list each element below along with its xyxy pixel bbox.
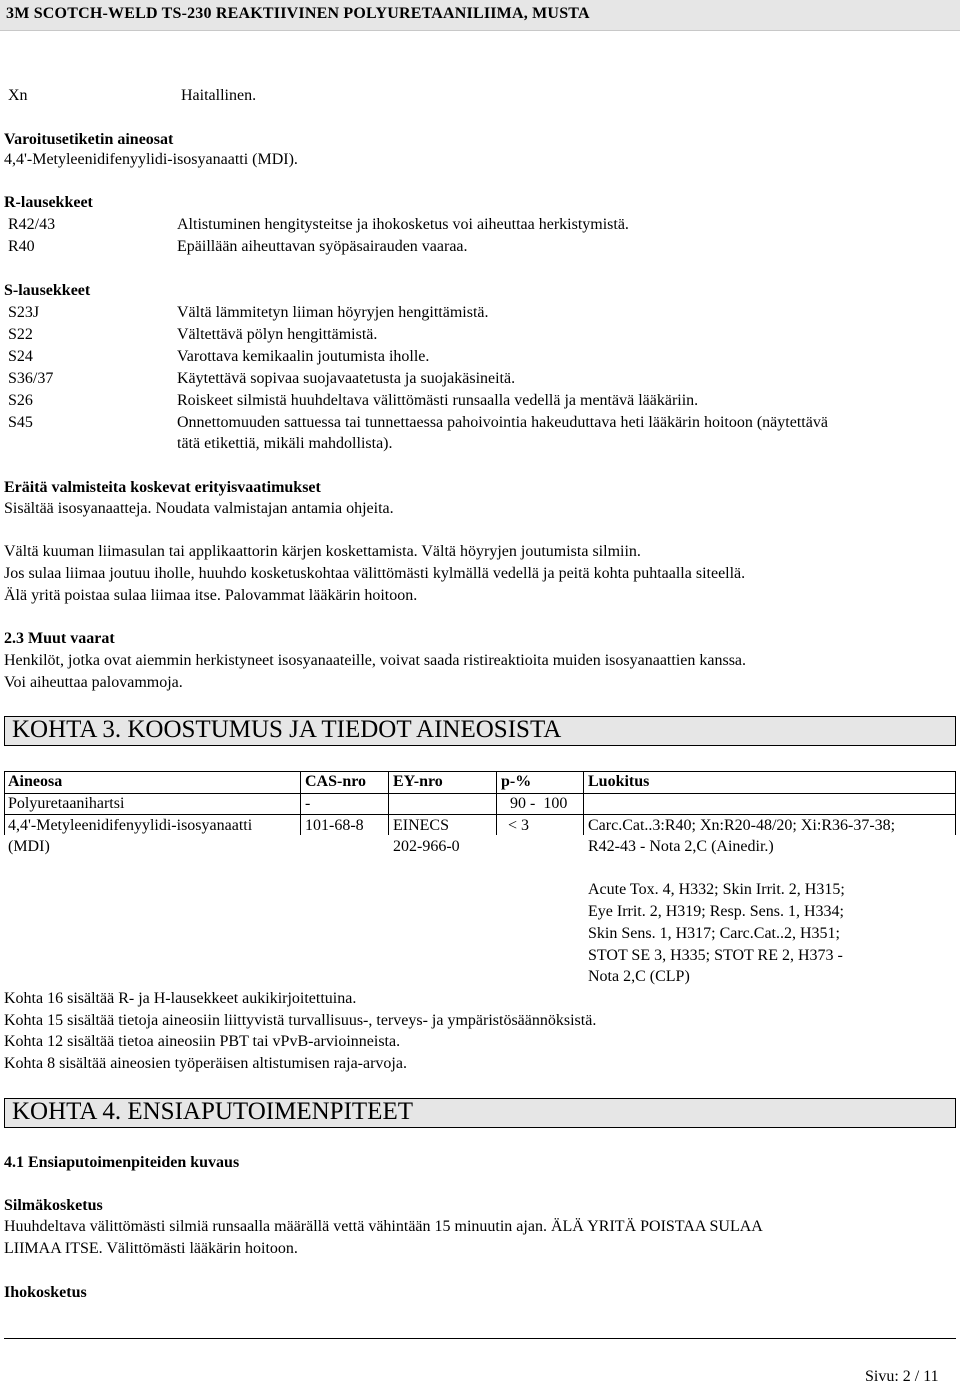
table-column-rule (955, 771, 956, 835)
s-phrase-text: Vältä lämmitetyn liiman höyryjen hengittämistä. (177, 304, 489, 321)
table-cell: Carc.Cat..3:R40; Xn:R20-48/20; Xi:R36-37-38; (588, 817, 896, 834)
table-cell: - (305, 795, 311, 812)
eye-contact-text: Huuhdeltava välittömästi silmiä runsaalla määrällä vettä vähintään 15 minuutin ajan. ÄLÄ YRITÄ POISTAA SULAA (4, 1218, 763, 1235)
r-phrase-code: R42/43 (8, 216, 56, 233)
special-line: Älä yritä poistaa sulaa liimaa itse. Palovammat lääkärin hoitoon. (4, 587, 418, 604)
table-header-cell: CAS-nro (305, 773, 367, 790)
label-components-text: 4,4'-Metyleenidifenyylidi-isosyanaatti (MDI). (4, 151, 298, 168)
table-column-rule (496, 771, 497, 835)
label-components-heading: Varoitusetiketin aineosat (4, 131, 174, 148)
table-header-cell: p-% (501, 773, 532, 790)
section-3-note: Kohta 12 sisältää tietoa aineosiin PBT tai vPvB-arvioinneista. (4, 1033, 401, 1050)
table-cell: 202-966-0 (393, 838, 460, 855)
table-row-rule (4, 814, 956, 815)
table-column-rule (583, 771, 584, 835)
table-cell: 101-68-8 (305, 817, 364, 834)
s-phrase-code: S45 (8, 414, 33, 431)
s-phrase-code: S24 (8, 348, 33, 365)
eye-contact-text: LIIMAA ITSE. Välittömästi lääkärin hoitoon. (4, 1240, 298, 1257)
hazard-symbol: Xn (8, 87, 28, 104)
table-cell: Polyuretaanihartsi (8, 795, 125, 812)
table-cell: (MDI) (8, 838, 50, 855)
other-hazards-line: Henkilöt, jotka ovat aiemmin herkistyneet isosyanaateille, voivat saada ristireaktioita muiden isosyanaattien kanssa. (4, 652, 747, 669)
table-column-rule (300, 771, 301, 835)
s-phrase-code: S26 (8, 392, 33, 409)
s-phrase-text: Vältettävä pölyn hengittämistä. (177, 326, 378, 343)
other-hazards-heading: 2.3 Muut vaarat (4, 630, 115, 647)
table-cell: Nota 2,C (CLP) (588, 968, 690, 985)
table-cell: 4,4'-Metyleenidifenyylidi-isosyanaatti (8, 817, 253, 834)
s-phrase-text: Varottava kemikaalin joutumista iholle. (177, 348, 430, 365)
table-column-rule (388, 771, 389, 835)
special-line: Sisältää isosyanaatteja. Noudata valmistajan antamia ohjeita. (4, 500, 394, 517)
r-phrase-text: Altistuminen hengitysteitse ja ihokosketus voi aiheuttaa herkistymistä. (177, 216, 629, 233)
r-phrase-text: Epäillään aiheuttavan syöpäsairauden vaaraa. (177, 238, 468, 255)
section-3-note: Kohta 8 sisältää aineosien työperäisen altistumisen raja-arvoja. (4, 1055, 407, 1072)
s-phrase-text: Käytettävä sopivaa suojavaatetusta ja suojakäsineitä. (177, 370, 516, 387)
table-cell: EINECS (393, 817, 449, 834)
section-3-note: Kohta 16 sisältää R- ja H-lausekkeet aukikirjoitettuina. (4, 990, 357, 1007)
table-cell: Skin Sens. 1, H317; Carc.Cat..2, H351; (588, 925, 840, 942)
table-header-cell: Luokitus (588, 773, 650, 790)
page-number: Sivu: 2 / 11 (865, 1368, 939, 1385)
table-cell: 90 - 100 (510, 795, 568, 812)
hazard-text: Haitallinen. (181, 87, 257, 104)
r-phrase-code: R40 (8, 238, 35, 255)
s-phrase-text: Roiskeet silmistä huuhdeltava välittömästi runsaalla vedellä ja mentävä lääkäriin. (177, 392, 699, 409)
special-line: Jos sulaa liimaa joutuu iholle, huuhdo kosketuskohtaa välittömästi kylmällä vedellä ja peitä kohta puhtaalla siteellä. (4, 565, 746, 582)
skin-contact-heading: Ihokosketus (4, 1284, 87, 1301)
eye-contact-heading: Silmäkosketus (4, 1197, 103, 1214)
s-phrase-text: Onnettomuuden sattuessa tai tunnettaessa pahoivointia hakeuduttava heti lääkärin hoitoon (näytettävä (177, 414, 828, 431)
s-phrases-heading: S-lausekkeet (4, 282, 91, 299)
s-phrase-code: S36/37 (8, 370, 54, 387)
section-3-title: KOHTA 3. KOOSTUMUS JA TIEDOT AINEOSISTA (12, 716, 562, 743)
r-phrases-heading: R-lausekkeet (4, 194, 93, 211)
table-cell: Eye Irrit. 2, H319; Resp. Sens. 1, H334; (588, 903, 844, 920)
section-3-note: Kohta 15 sisältää tietoja aineosiin liittyvistä turvallisuus-, terveys- ja ympäristösäännöksistä. (4, 1012, 597, 1029)
section-4-title: KOHTA 4. ENSIAPUTOIMENPITEET (12, 1098, 413, 1125)
special-line: Vältä kuuman liimasulan tai applikaattorin kärjen koskettamista. Vältä höyryjen joutumista silmiin. (4, 543, 641, 560)
section-4-subheading: 4.1 Ensiaputoimenpiteiden kuvaus (4, 1154, 240, 1171)
table-header-cell: Aineosa (8, 773, 63, 790)
table-top-rule (4, 771, 956, 772)
table-cell: STOT SE 3, H335; STOT RE 2, H373 - (588, 947, 843, 964)
special-requirements-heading: Eräitä valmisteita koskevat erityisvaatimukset (4, 479, 321, 496)
table-column-rule (4, 771, 5, 835)
document-title: 3M SCOTCH-WELD TS-230 REAKTIIVINEN POLYURETAANILIIMA, MUSTA (6, 5, 590, 22)
other-hazards-line: Voi aiheuttaa palovammoja. (4, 674, 183, 691)
s-phrase-text-continued: tätä etikettiä, mikäli mahdollista). (177, 435, 393, 452)
footer-rule (4, 1338, 956, 1339)
s-phrase-code: S23J (8, 304, 40, 321)
s-phrase-code: S22 (8, 326, 33, 343)
table-cell: < 3 (508, 817, 530, 834)
table-header-rule (4, 793, 956, 794)
table-header-cell: EY-nro (393, 773, 443, 790)
table-cell: Acute Tox. 4, H332; Skin Irrit. 2, H315; (588, 881, 845, 898)
table-cell: R42-43 - Nota 2,C (Ainedir.) (588, 838, 774, 855)
